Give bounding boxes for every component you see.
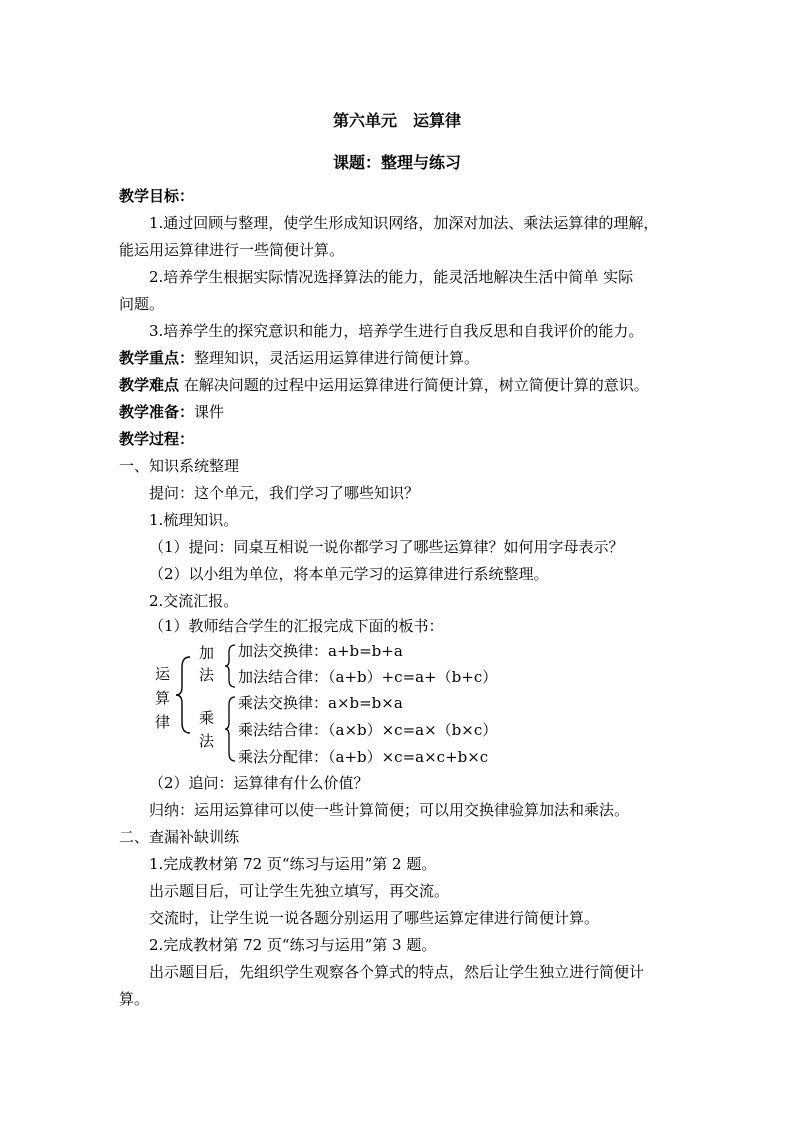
section-1-step-2: 2.交流汇报。 [149, 592, 239, 610]
tree-add-char-2: 法 [199, 666, 215, 684]
section-2-exercise-2-note-line-1: 出示题目后，先组织学生观察各个算式的特点，然后让学生独立进行简便计 [149, 963, 645, 981]
tree-add-item-1: 加法交换律：a+b=b+a [238, 642, 403, 660]
tree-mul-char-1: 乘 [199, 709, 215, 727]
section-2-exercise-2-note-line-2: 算。 [119, 990, 150, 1008]
tree-root-char-1: 运 [155, 665, 171, 683]
key-point-text: 整理知识，灵活运用运算律进行简便计算。 [194, 349, 480, 367]
section-1-step-1-2: （2）以小组为单位，将本单元学习的运算律进行系统整理。 [149, 565, 549, 583]
tree-mul-item-1: 乘法交换律：a×b=b×a [238, 694, 403, 712]
tree-root-char-3: 律 [155, 713, 171, 731]
objectives-heading: 教学目标： [119, 187, 195, 205]
section-1-heading: 一、知识系统整理 [119, 457, 240, 475]
section-2-exercise-1: 1.完成教材第 72 页“练习与运用”第 2 题。 [149, 855, 437, 873]
tree-mul-char-2: 法 [199, 732, 215, 750]
difficulty-text: 在解决问题的过程中运用运算律进行简便计算，树立简便计算的意识。 [179, 376, 649, 394]
tree-mul-brace [223, 695, 237, 763]
objective-2-line-1: 2.培养学生根据实际情况选择算法的能力，能灵活地解决生活中简单 实际 [149, 268, 634, 286]
preparation-label: 教学准备： [119, 403, 195, 421]
section-2-heading: 二、查漏补缺训练 [119, 828, 240, 846]
section-1-summary: 归纳：运用运算律可以使一些计算简便；可以用交换律验算加法和乘法。 [149, 801, 630, 819]
section-2-exercise-1-note-a: 出示题目后，可让学生先独立填写，再交流。 [149, 882, 450, 900]
difficulty-label: 教学难点 [119, 376, 180, 394]
tree-mul-item-2: 乘法结合律：（a×b）×c=a×（b×c） [238, 721, 498, 739]
section-1-step-1-1: （1）提问：同桌互相说一说你都学习了哪些运算律？如何用字母表示？ [149, 538, 624, 556]
preparation-text: 课件 [194, 403, 225, 421]
tree-root-brace [174, 655, 194, 735]
section-1-step-1: 1.梳理知识。 [149, 511, 239, 529]
section-2-exercise-1-note-b: 交流时，让学生说一说各题分别运用了哪些运算定律进行简便计算。 [149, 909, 600, 927]
section-2-exercise-2: 2.完成教材第 72 页“练习与运用”第 3 题。 [149, 936, 437, 954]
objective-3: 3.培养学生的探究意识和能力，培养学生进行自我反思和自我评价的能力。 [149, 322, 644, 340]
key-point-label: 教学重点： [119, 349, 195, 367]
difficulty [119, 375, 649, 395]
section-1-step-2-1: （1）教师结合学生的汇报完成下面的板书： [149, 617, 444, 635]
tree-add-item-2: 加法结合律：（a+b）+c=a+（b+c） [238, 668, 498, 686]
tree-mul-item-3: 乘法分配律：（a+b）×c=a×c+b×c [238, 748, 489, 766]
tree-add-char-1: 加 [199, 644, 215, 662]
lesson-title: 课题：整理与练习 [332, 153, 461, 172]
section-1-step-2-2: （2）追问：运算律有什么价值？ [149, 774, 369, 792]
process-heading: 教学过程： [119, 430, 195, 448]
tree-root-char-2: 算 [155, 689, 171, 707]
objective-2-line-2: 问题。 [119, 295, 165, 313]
objective-1-line-1: 1.通过回顾与整理，使学生形成知识网络，加深对加法、乘法运算律的理解， [149, 214, 659, 232]
tree-add-brace [223, 643, 237, 689]
preparation [119, 402, 224, 422]
key-point [119, 348, 479, 368]
unit-title: 第六单元 运算律 [332, 111, 461, 130]
section-1-question: 提问：这个单元，我们学习了哪些知识？ [149, 484, 420, 502]
objective-1-line-2: 能运用运算律进行一些简便计算。 [119, 241, 345, 259]
